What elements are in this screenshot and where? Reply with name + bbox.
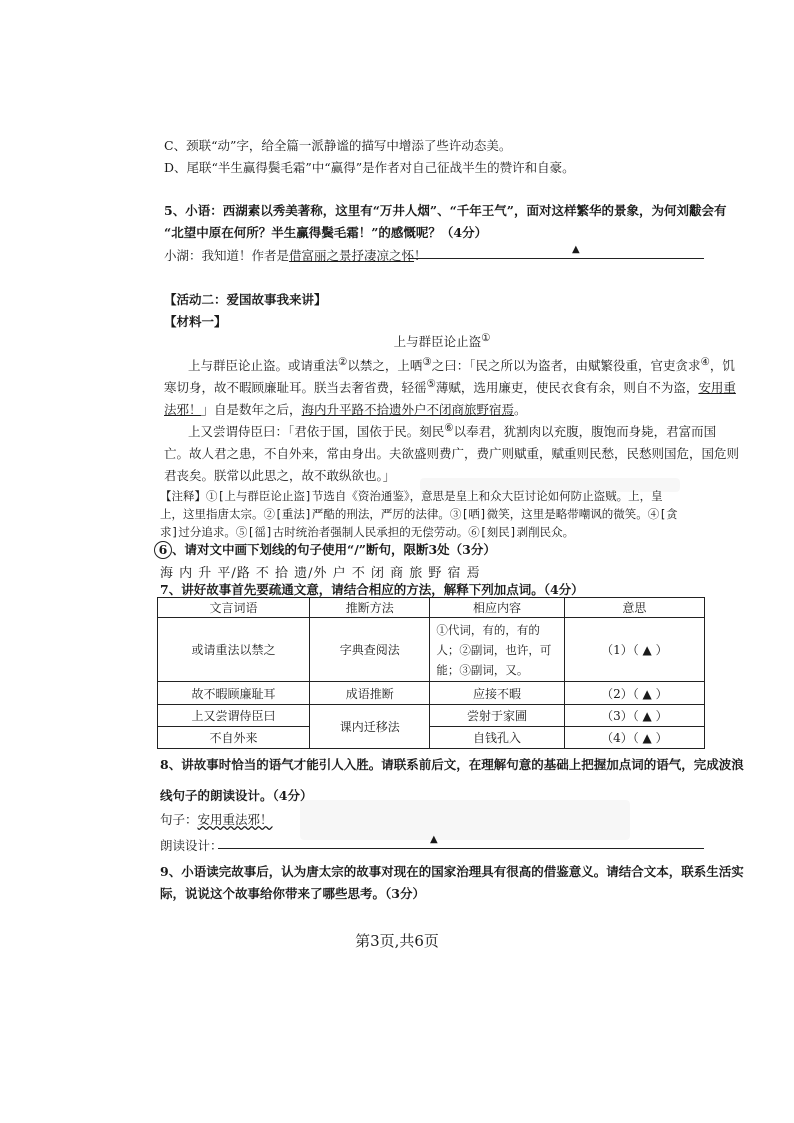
table-header-cell: 相应内容 bbox=[430, 598, 564, 618]
table-cell-content: 自钱孔入 bbox=[430, 727, 564, 749]
q4-option-c: C、颈联“动”字，给全篇一派静谧的描写中增添了些许动态美。 bbox=[164, 138, 512, 153]
q5-reply-suffix: ！ bbox=[414, 248, 427, 263]
table-cell-method: 成语推断 bbox=[310, 682, 430, 705]
table-cell-meaning-answer[interactable]: （3）（ ▲ ） bbox=[564, 705, 704, 727]
q8-wavy-sentence: 安用重法邪！ bbox=[197, 812, 273, 827]
q8-prompt-line1: 8、讲故事时恰当的语气才能引人入胜。请联系前后文，在理解句意的基础上把握加点词的语气，完成波浪 bbox=[160, 757, 744, 772]
table-cell-content: ①代词，有的，有的 人；②副词，也许，可 能；③副词，又。 bbox=[430, 618, 564, 682]
passage-p2-line1: 上又尝谓侍臣曰：「君依于国，国依于民。刻民⑥以奉君，犹割肉以充腹，腹饱而身毙，君富而国 bbox=[188, 422, 717, 440]
passage-title-text: 上与群臣论止盗 bbox=[393, 334, 482, 350]
passage-p2-line2: 亡。故人君之患，不自外来，常由身出。夫欲盛则费广，费广则赋重，赋重则民愁，民愁则国危，国危则 bbox=[164, 446, 740, 461]
passage-p1-line3: 法邪！」自是数年之后，海内升平路不拾遗外户不闭商旅野宿焉。 bbox=[164, 402, 527, 417]
page-footer: 第3页,共6页 bbox=[355, 932, 439, 950]
q5-prompt-line1: 5、小语：西湖素以秀美著称，这里有“万井人烟”、“千年王气”，面对这样繁华的景象，为何刘黻会有 bbox=[164, 203, 727, 218]
scan-smudge bbox=[300, 800, 630, 840]
q6-sentence: 海 内 升 平/路 不 拾 遗/外 户 不 闭 商 旅 野 宿 焉 bbox=[160, 566, 481, 581]
q8-prompt-line2: 线句子的朗读设计。（4分） bbox=[160, 788, 313, 803]
q9-prompt-line1: 9、小语读完故事后，认为唐太宗的故事对现在的国家治理具有很高的借鉴意义。请结合文本，联系生活实 bbox=[160, 864, 744, 879]
q5-reply-underlined: 借富丽之景抒凄凉之怀 bbox=[289, 248, 415, 263]
table-cell-method: 课内迁移法 bbox=[310, 705, 430, 749]
passage-title-sup: ① bbox=[481, 332, 491, 344]
table-cell-meaning-answer[interactable]: （4）（ ▲ ） bbox=[564, 727, 704, 749]
q9-prompt-line2: 际，说说这个故事给你带来了哪些思考。（3分） bbox=[160, 886, 425, 901]
table-cell-content: 应接不暇 bbox=[430, 682, 564, 705]
material-label: 【材料一】 bbox=[164, 314, 227, 329]
table-row bbox=[158, 727, 705, 749]
q6-text: 、请对文中画下划线的句子使用“/”断句，限断3处（3分） bbox=[172, 542, 496, 557]
q8-sentence: 句子：安用重法邪！ bbox=[160, 812, 273, 827]
q8-design-label: 朗读设计： bbox=[160, 838, 223, 853]
q7-table bbox=[157, 597, 705, 749]
note-line2: 上，这里指唐太宗。②[重法]严酷的刑法，严厉的法律。③[哂]微笑，这里是略带嘲讽的微笑。④[贪 bbox=[160, 507, 678, 521]
q6-number-circle: 6 bbox=[154, 541, 172, 559]
table-header-row bbox=[158, 598, 705, 618]
q5-reply bbox=[164, 246, 427, 264]
passage-p1-line1: 上与群臣论止盗。或请重法②以禁之，上哂③之曰：「民之所以为盗者，由赋繁役重，官吏贪求④，饥 bbox=[188, 356, 735, 374]
table-cell-phrase: 故不暇顾廉耻耳 bbox=[158, 682, 310, 705]
table-cell-phrase: 或请重法以禁之 bbox=[158, 618, 310, 682]
table-row bbox=[158, 705, 705, 727]
q6-prompt bbox=[154, 540, 496, 559]
blank-marker-icon: ▲ bbox=[572, 244, 580, 255]
q4-option-d: D、尾联“半生赢得鬓毛霜”中“赢得”是作者对自己征战半生的赞许和自豪。 bbox=[164, 160, 575, 175]
table-header-cell: 意思 bbox=[564, 598, 704, 618]
table-cell-phrase: 不自外来 bbox=[158, 727, 310, 749]
table-cell-meaning-answer[interactable]: （2）（ ▲ ） bbox=[564, 682, 704, 705]
table-cell-content: 尝射于家圃 bbox=[430, 705, 564, 727]
passage-p1-line2: 寒切身，故不暇顾廉耻耳。朕当去奢省费，轻徭⑤薄赋，选用廉吏，使民衣食有余，则自不为盗，安用重 bbox=[164, 378, 736, 396]
table-header-cell: 推断方法 bbox=[310, 598, 430, 618]
blank-marker-icon: ▲ bbox=[430, 834, 438, 845]
table-row bbox=[158, 618, 705, 682]
q5-answer-blank[interactable] bbox=[408, 246, 704, 262]
passage-p2-line3: 君丧矣。朕常以此思之，故不敢纵欲也。」 bbox=[164, 468, 396, 483]
passage-title bbox=[0, 332, 794, 350]
table-cell-phrase: 上又尝谓侍臣曰 bbox=[158, 705, 310, 727]
activity2-heading: 【活动二：爱国故事我来讲】 bbox=[164, 292, 327, 307]
table-header-cell: 文言词语 bbox=[158, 598, 310, 618]
q5-reply-prefix: 小湖：我知道！作者是 bbox=[164, 248, 290, 263]
table-cell-meaning-answer[interactable]: （1）（ ▲ ） bbox=[564, 618, 704, 682]
table-cell-method: 字典查阅法 bbox=[310, 618, 430, 682]
q7-prompt: 7、讲好故事首先要疏通文意，请结合相应的方法，解释下列加点词。（4分） bbox=[160, 582, 584, 597]
note-line1: 【注释】①[上与群臣论止盗]节选自《资治通鉴》，意思是皇上和众大臣讨论如何防止盗贼。上，皇 bbox=[160, 489, 663, 503]
table-row bbox=[158, 682, 705, 705]
q8-design bbox=[160, 836, 223, 854]
q8-answer-blank[interactable] bbox=[218, 836, 704, 852]
q5-prompt-line2: “北望中原在何所？半生赢得鬓毛霜！”的感慨呢？（4分） bbox=[164, 225, 488, 240]
note-line3: 求]过分追求。⑤[徭]古时统治者强制人民承担的无偿劳动。⑥[刻民]剥削民众。 bbox=[160, 525, 575, 539]
